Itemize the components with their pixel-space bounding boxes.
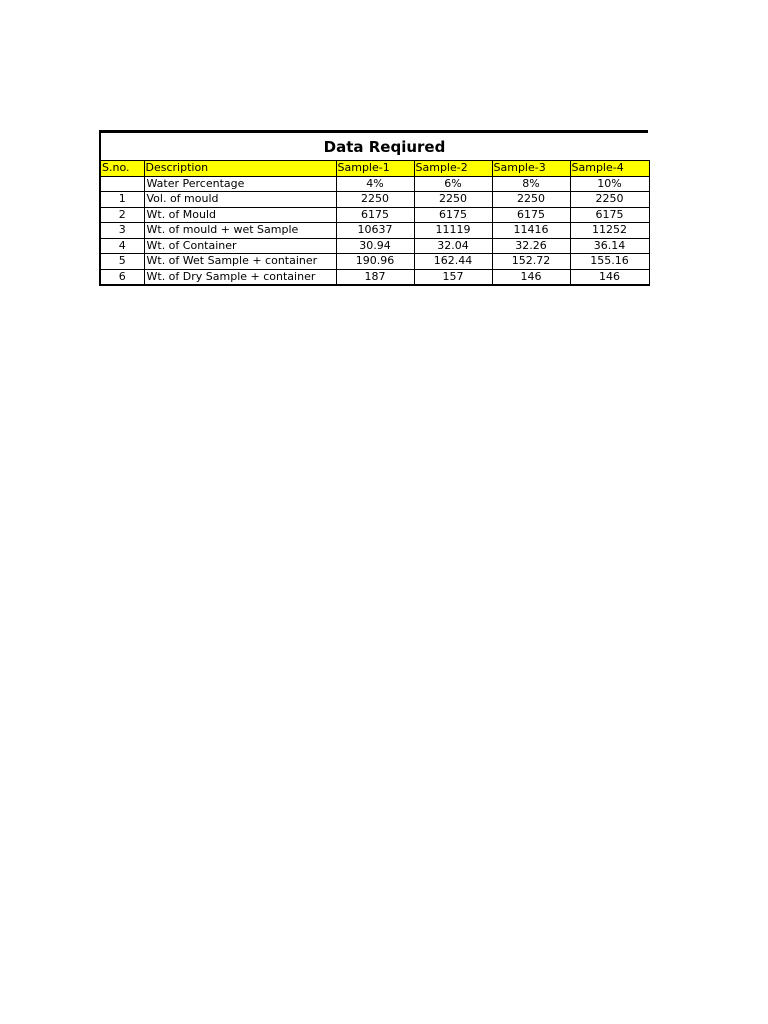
header-row xyxy=(100,161,649,177)
cell-sample-2: 6% xyxy=(414,176,492,192)
cell-sample-4: 2250 xyxy=(570,192,649,208)
cell-sample-2: 32.04 xyxy=(414,238,492,254)
cell-description: Wt. of mould + wet Sample xyxy=(144,223,336,239)
cell-sample-3: 152.72 xyxy=(492,254,570,270)
table-row xyxy=(100,269,649,285)
cell-sno: 4 xyxy=(100,238,144,254)
cell-sample-3: 146 xyxy=(492,269,570,285)
header-sno: S.no. xyxy=(100,161,144,177)
table-row xyxy=(100,192,649,208)
cell-sample-2: 6175 xyxy=(414,207,492,223)
table-row xyxy=(100,176,649,192)
cell-sno: 3 xyxy=(100,223,144,239)
cell-sno: 5 xyxy=(100,254,144,270)
cell-sample-4: 10% xyxy=(570,176,649,192)
cell-sample-1: 4% xyxy=(336,176,414,192)
cell-sno: 2 xyxy=(100,207,144,223)
cell-sample-2: 162.44 xyxy=(414,254,492,270)
table-row xyxy=(100,223,649,239)
cell-description: Wt. of Container xyxy=(144,238,336,254)
header-sample-1: Sample-1 xyxy=(336,161,414,177)
cell-description: Water Percentage xyxy=(144,176,336,192)
cell-sno xyxy=(100,176,144,192)
header-description: Description xyxy=(144,161,336,177)
data-sheet xyxy=(99,130,648,286)
cell-sample-3: 8% xyxy=(492,176,570,192)
cell-sample-4: 6175 xyxy=(570,207,649,223)
table-row xyxy=(100,238,649,254)
cell-sample-1: 2250 xyxy=(336,192,414,208)
cell-sample-2: 157 xyxy=(414,269,492,285)
cell-sample-4: 11252 xyxy=(570,223,649,239)
cell-sno: 6 xyxy=(100,269,144,285)
cell-sample-4: 146 xyxy=(570,269,649,285)
cell-sample-4: 155.16 xyxy=(570,254,649,270)
table-row xyxy=(100,207,649,223)
cell-description: Wt. of Dry Sample + container xyxy=(144,269,336,285)
header-sample-2: Sample-2 xyxy=(414,161,492,177)
header-sample-3: Sample-3 xyxy=(492,161,570,177)
table-row xyxy=(100,254,649,270)
cell-sample-1: 10637 xyxy=(336,223,414,239)
cell-sample-1: 6175 xyxy=(336,207,414,223)
header-sample-4: Sample-4 xyxy=(570,161,649,177)
cell-sample-3: 2250 xyxy=(492,192,570,208)
cell-sample-1: 190.96 xyxy=(336,254,414,270)
cell-sample-4: 36.14 xyxy=(570,238,649,254)
cell-sample-1: 30.94 xyxy=(336,238,414,254)
sheet-title: Data Reqiured xyxy=(99,130,648,160)
cell-sample-2: 11119 xyxy=(414,223,492,239)
cell-description: Wt. of Mould xyxy=(144,207,336,223)
cell-sample-3: 32.26 xyxy=(492,238,570,254)
cell-sample-3: 11416 xyxy=(492,223,570,239)
cell-sample-2: 2250 xyxy=(414,192,492,208)
cell-sample-1: 187 xyxy=(336,269,414,285)
cell-description: Vol. of mould xyxy=(144,192,336,208)
cell-sno: 1 xyxy=(100,192,144,208)
data-table xyxy=(99,160,650,286)
cell-sample-3: 6175 xyxy=(492,207,570,223)
cell-description: Wt. of Wet Sample + container xyxy=(144,254,336,270)
